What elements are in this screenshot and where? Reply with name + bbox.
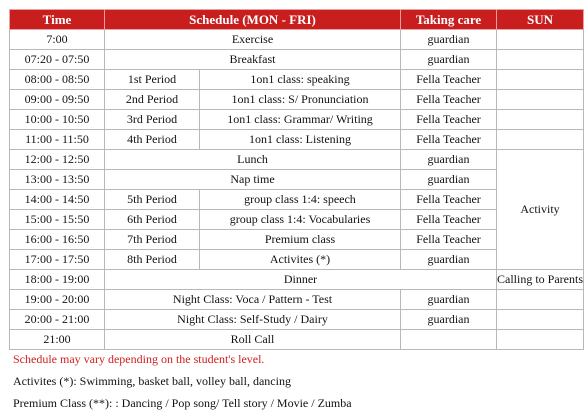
table-row bbox=[10, 330, 584, 350]
time-cell: 09:00 - 09:50 bbox=[10, 90, 105, 110]
activity-cell: group class 1:4: Vocabularies bbox=[200, 210, 401, 230]
period-cell: 7th Period bbox=[105, 230, 200, 250]
sun-cell bbox=[497, 110, 584, 130]
activity-cell: group class 1:4: speech bbox=[200, 190, 401, 210]
time-cell: 08:00 - 08:50 bbox=[10, 70, 105, 90]
premium-class-note: Premium Class (**): : Dancing / Pop song/ Tell story / Movie / Zumba bbox=[13, 396, 352, 410]
activities-note: Activites (*): Swimming, basket ball, volley ball, dancing bbox=[13, 374, 291, 388]
table-row bbox=[10, 290, 584, 310]
table-row bbox=[10, 130, 584, 150]
time-cell: 19:00 - 20:00 bbox=[10, 290, 105, 310]
care-cell: Fella Teacher bbox=[401, 70, 497, 90]
activity-cell: 1on1 class: S/ Pronunciation bbox=[200, 90, 401, 110]
time-cell: 11:00 - 11:50 bbox=[10, 130, 105, 150]
sun-cell bbox=[497, 70, 584, 90]
sun-activity-cell: Activity bbox=[497, 150, 584, 270]
sun-cell bbox=[497, 290, 584, 310]
time-cell: 18:00 - 19:00 bbox=[10, 270, 105, 290]
table-row bbox=[10, 70, 584, 90]
sun-cell bbox=[497, 50, 584, 70]
care-cell: Fella Teacher bbox=[401, 130, 497, 150]
sun-calling-cell: Calling to Parents bbox=[497, 270, 584, 290]
time-cell: 21:00 bbox=[10, 330, 105, 350]
sun-cell bbox=[497, 330, 584, 350]
time-cell: 17:00 - 17:50 bbox=[10, 250, 105, 270]
time-cell: 7:00 bbox=[10, 30, 105, 50]
time-cell: 07:20 - 07:50 bbox=[10, 50, 105, 70]
period-cell: 5th Period bbox=[105, 190, 200, 210]
activity-cell: Exercise bbox=[105, 30, 401, 50]
activity-cell: 1on1 class: speaking bbox=[200, 70, 401, 90]
time-cell: 10:00 - 10:50 bbox=[10, 110, 105, 130]
sun-header: SUN bbox=[497, 10, 584, 30]
sun-cell bbox=[497, 130, 584, 150]
time-cell: 14:00 - 14:50 bbox=[10, 190, 105, 210]
care-cell: guardian bbox=[401, 250, 497, 270]
sun-cell bbox=[497, 310, 584, 330]
sun-cell bbox=[497, 30, 584, 50]
table-row bbox=[10, 110, 584, 130]
table-row bbox=[10, 310, 584, 330]
care-cell: Fella Teacher bbox=[401, 210, 497, 230]
care-cell: guardian bbox=[401, 170, 497, 190]
level-warning-note: Schedule may vary depending on the student's level. bbox=[13, 352, 265, 366]
activity-cell: Activites (*) bbox=[200, 250, 401, 270]
schedule-table bbox=[9, 9, 584, 350]
table-row bbox=[10, 90, 584, 110]
time-cell: 15:00 - 15:50 bbox=[10, 210, 105, 230]
period-cell: 8th Period bbox=[105, 250, 200, 270]
table-row bbox=[10, 30, 584, 50]
activity-cell: Premium class bbox=[200, 230, 401, 250]
activity-cell: 1on1 class: Listening bbox=[200, 130, 401, 150]
care-cell: Fella Teacher bbox=[401, 230, 497, 250]
care-cell: Fella Teacher bbox=[401, 90, 497, 110]
care-cell: guardian bbox=[401, 150, 497, 170]
care-cell bbox=[401, 330, 497, 350]
table-row bbox=[10, 50, 584, 70]
period-cell: 1st Period bbox=[105, 70, 200, 90]
table-row bbox=[10, 270, 584, 290]
care-header: Taking care bbox=[401, 10, 497, 30]
activity-cell: Roll Call bbox=[105, 330, 401, 350]
activity-cell: Lunch bbox=[105, 150, 401, 170]
activity-cell: Night Class: Voca / Pattern - Test bbox=[105, 290, 401, 310]
activity-cell: Nap time bbox=[105, 170, 401, 190]
sun-cell bbox=[497, 90, 584, 110]
activity-cell: Breakfast bbox=[105, 50, 401, 70]
time-cell: 16:00 - 16:50 bbox=[10, 230, 105, 250]
period-cell: 6th Period bbox=[105, 210, 200, 230]
period-cell: 2nd Period bbox=[105, 90, 200, 110]
care-cell: Fella Teacher bbox=[401, 190, 497, 210]
time-cell: 13:00 - 13:50 bbox=[10, 170, 105, 190]
table-row bbox=[10, 150, 584, 170]
period-cell: 4th Period bbox=[105, 130, 200, 150]
time-header: Time bbox=[10, 10, 105, 30]
care-cell: Fella Teacher bbox=[401, 110, 497, 130]
activity-cell: Dinner bbox=[105, 270, 497, 290]
period-cell: 3rd Period bbox=[105, 110, 200, 130]
care-cell: guardian bbox=[401, 290, 497, 310]
care-cell: guardian bbox=[401, 30, 497, 50]
activity-cell: Night Class: Self-Study / Dairy bbox=[105, 310, 401, 330]
time-cell: 12:00 - 12:50 bbox=[10, 150, 105, 170]
time-cell: 20:00 - 21:00 bbox=[10, 310, 105, 330]
schedule-header: Schedule (MON - FRI) bbox=[105, 10, 401, 30]
header-row bbox=[10, 10, 584, 30]
care-cell: guardian bbox=[401, 310, 497, 330]
activity-cell: 1on1 class: Grammar/ Writing bbox=[200, 110, 401, 130]
care-cell: guardian bbox=[401, 50, 497, 70]
